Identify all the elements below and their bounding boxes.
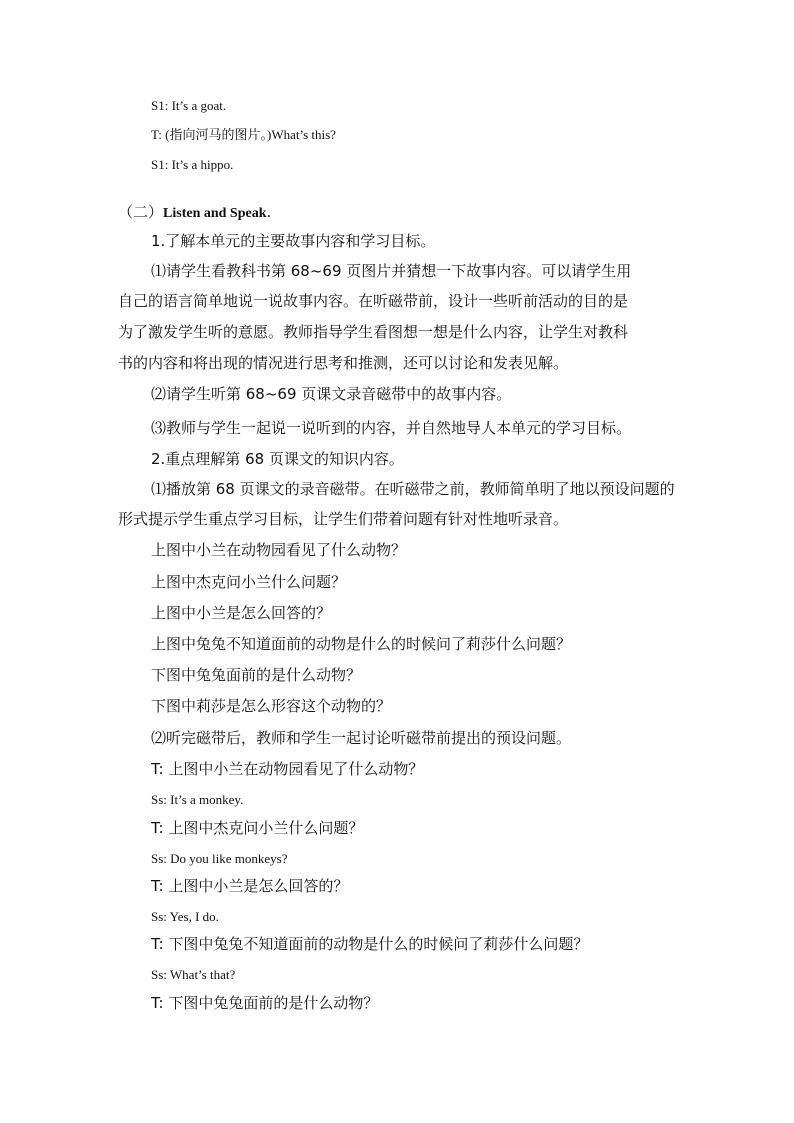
paragraph-line: 为了激发学生听的意愿。教师指导学生看图想一想是什么内容，让学生对教科	[118, 323, 629, 341]
dialogue-line: S1: It’s a goat.	[151, 98, 227, 113]
dialogue-line: T: 上图中杰克问小兰什么问题？	[151, 819, 364, 837]
question-item: 上图中杰克问小兰什么问题？	[151, 573, 347, 591]
section-heading	[118, 203, 271, 223]
dialogue-line: Ss: What’s that?	[151, 967, 236, 982]
dialogue-line: S1: It’s a hippo.	[151, 157, 234, 172]
paragraph: 1.了解本单元的主要故事内容和学习目标。	[151, 232, 436, 250]
section-heading-title: Listen and Speak	[163, 206, 267, 221]
paragraph-line: 书的内容和将出现的情况进行思考和推测，还可以讨论和发表见解。	[118, 354, 569, 372]
dialogue-line: T: 下图中兔兔不知道面前的动物是什么的时候问了莉莎什么问题？	[151, 935, 589, 953]
dialogue-line: Ss: It’s a monkey.	[151, 792, 244, 807]
dialogue-line: T: 上图中小兰在动物园看见了什么动物？	[151, 760, 424, 778]
paragraph: ⑶教师与学生一起说一说听到的内容，并自然地导人本单元的学习目标。	[151, 419, 632, 437]
paragraph-line: 形式提示学生重点学习目标，让学生们带着问题有针对性地听录音。	[118, 510, 569, 528]
section-heading-prefix: （二）	[118, 203, 164, 221]
question-item: 上图中兔兔不知道面前的动物是什么的时候问了莉莎什么问题？	[151, 635, 572, 653]
dialogue-line: Ss: Do you like monkeys?	[151, 851, 288, 866]
question-item: 上图中小兰是怎么回答的？	[151, 604, 332, 622]
paragraph-line: ⑴播放第 68 页课文的录音磁带。在听磁带之前，教师简单明了地以预设问题的	[151, 480, 675, 498]
dialogue-line: T: 下图中兔兔面前的是什么动物？	[151, 994, 379, 1012]
dialogue-line: T: 上图中小兰是怎么回答的？	[151, 877, 349, 895]
question-item: 下图中莉莎是怎么形容这个动物的？	[151, 697, 392, 715]
question-item: 上图中小兰在动物园看见了什么动物？	[151, 541, 407, 559]
dialogue-line: T: (指向河马的图片。)What’s this?	[151, 127, 336, 142]
paragraph-line: ⑴请学生看教科书第 68~69 页图片并猜想一下故事内容。可以请学生用	[151, 262, 632, 280]
paragraph: ⑵听完磁带后，教师和学生一起讨论听磁带前提出的预设问题。	[151, 729, 572, 747]
section-heading-suffix: .	[266, 203, 272, 221]
paragraph: ⑵请学生听第 68~69 页课文录音磁带中的故事内容。	[151, 385, 512, 403]
paragraph: 2.重点理解第 68 页课文的知识内容。	[151, 450, 404, 468]
question-item: 下图中兔兔面前的是什么动物？	[151, 666, 362, 684]
dialogue-line: Ss: Yes, I do.	[151, 909, 219, 924]
paragraph-line: 自己的语言简单地说一说故事内容。在听磁带前，设计一些听前活动的目的是	[118, 292, 629, 310]
